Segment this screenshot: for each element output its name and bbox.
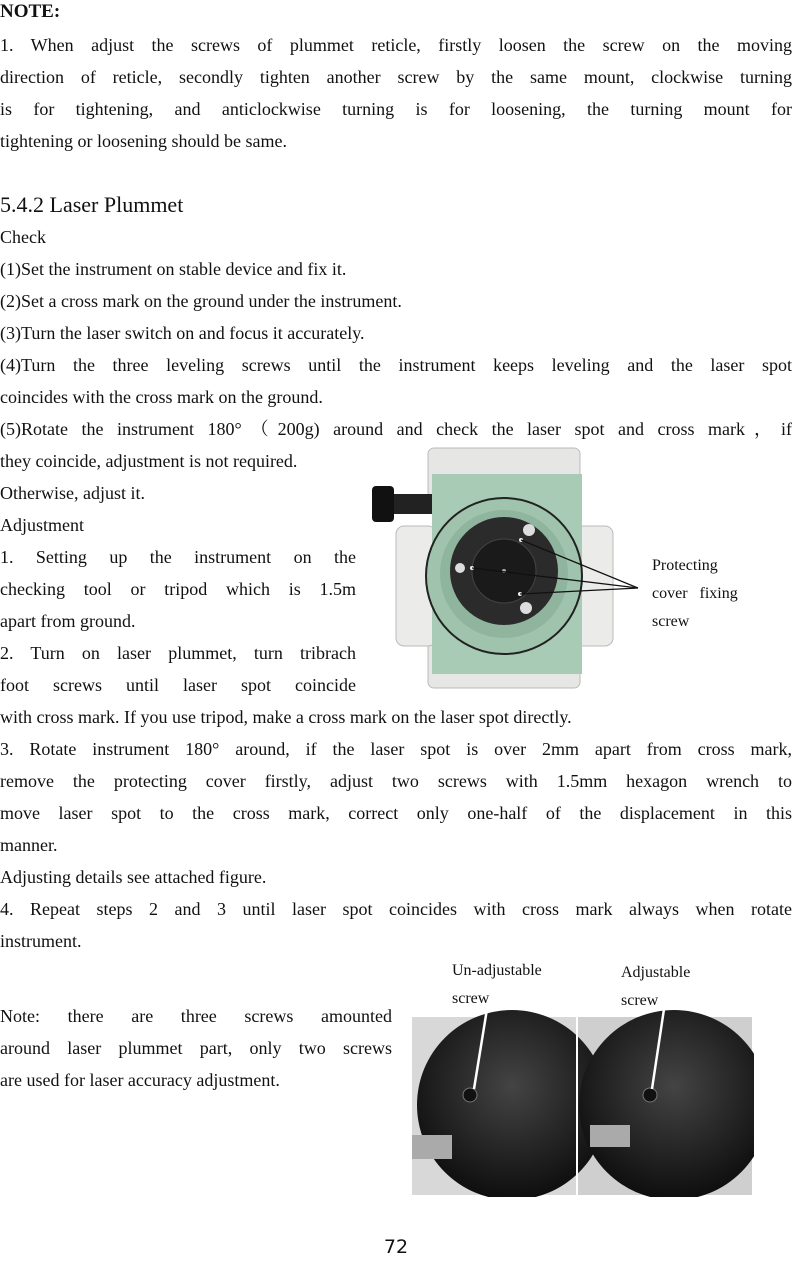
text-line: 3. Rotate instrument 180° around, if the laser spot is over 2mm apart from cross mark, xyxy=(0,739,792,759)
note-title: NOTE: xyxy=(0,1,61,22)
text-line: Check xyxy=(0,227,46,247)
text-line: apart from ground. xyxy=(0,611,136,631)
text-line: 1. Setting up the instrument on the xyxy=(0,547,356,567)
text-line: 4. Repeat steps 2 and 3 until laser spot coincides with cross mark always when rotate xyxy=(0,899,792,919)
protecting-cover-label xyxy=(652,552,762,636)
label-line: Un-adjustable xyxy=(452,962,542,979)
text-line: they coincide, adjustment is not required. xyxy=(0,451,298,471)
text-line: move laser spot to the cross mark, correct only one-half of the displacement in this xyxy=(0,803,792,823)
text-line: (4)Turn the three leveling screws until the instrument keeps leveling and the laser spot xyxy=(0,355,792,375)
text-line: (2)Set a cross mark on the ground under the instrument. xyxy=(0,291,402,311)
text-line: (3)Turn the laser switch on and focus it accurately. xyxy=(0,323,365,343)
text-line: coincides with the cross mark on the ground. xyxy=(0,387,323,407)
text-line: (1)Set the instrument on stable device and fix it. xyxy=(0,259,347,279)
label-line: Protecting xyxy=(652,557,718,574)
text-line: around laser plummet part, only two screws xyxy=(0,1038,392,1058)
text-line: tightening or loosening should be same. xyxy=(0,131,287,151)
text-line: Adjustment xyxy=(0,515,84,535)
text-line: checking tool or tripod which is 1.5m xyxy=(0,579,356,599)
label-line: screw xyxy=(652,613,690,630)
text-line: Otherwise, adjust it. xyxy=(0,483,145,503)
text-line: instrument. xyxy=(0,931,82,951)
text-line: with cross mark. If you use tripod, make a cross mark on the laser spot directly. xyxy=(0,707,572,727)
label-line: screw xyxy=(621,992,659,1009)
text-line: direction of reticle, secondly tighten another screw by the same mount, clockwise turning xyxy=(0,67,792,87)
screw-photos xyxy=(412,1005,754,1197)
text-line: 1. When adjust the screws of plummet reticle, firstly loosen the screw on the moving xyxy=(0,35,792,55)
text-line: Note: there are three screws amounted xyxy=(0,1006,392,1026)
text-line: 2. Turn on laser plummet, turn tribrach xyxy=(0,643,356,663)
label-line: Adjustable xyxy=(621,964,691,981)
text-line: foot screws until laser spot coincide xyxy=(0,675,356,695)
text-line: Adjusting details see attached figure. xyxy=(0,867,267,887)
text-line: (5)Rotate the instrument 180°（200g) around and check the laser spot and cross mark，if xyxy=(0,419,792,439)
page-number: 72 xyxy=(383,1236,409,1258)
text-line: manner. xyxy=(0,835,58,855)
text-line: are used for laser accuracy adjustment. xyxy=(0,1070,280,1090)
text-line: is for tightening, and anticlockwise turning is for loosening, the turning mount for xyxy=(0,99,792,119)
text-line: remove the protecting cover firstly, adjust two screws with 1.5mm hexagon wrench to xyxy=(0,771,792,791)
section-heading: 5.4.2 Laser Plummet xyxy=(0,192,184,217)
label-line: cover fixing xyxy=(652,585,738,602)
label-line: screw xyxy=(452,990,490,1007)
